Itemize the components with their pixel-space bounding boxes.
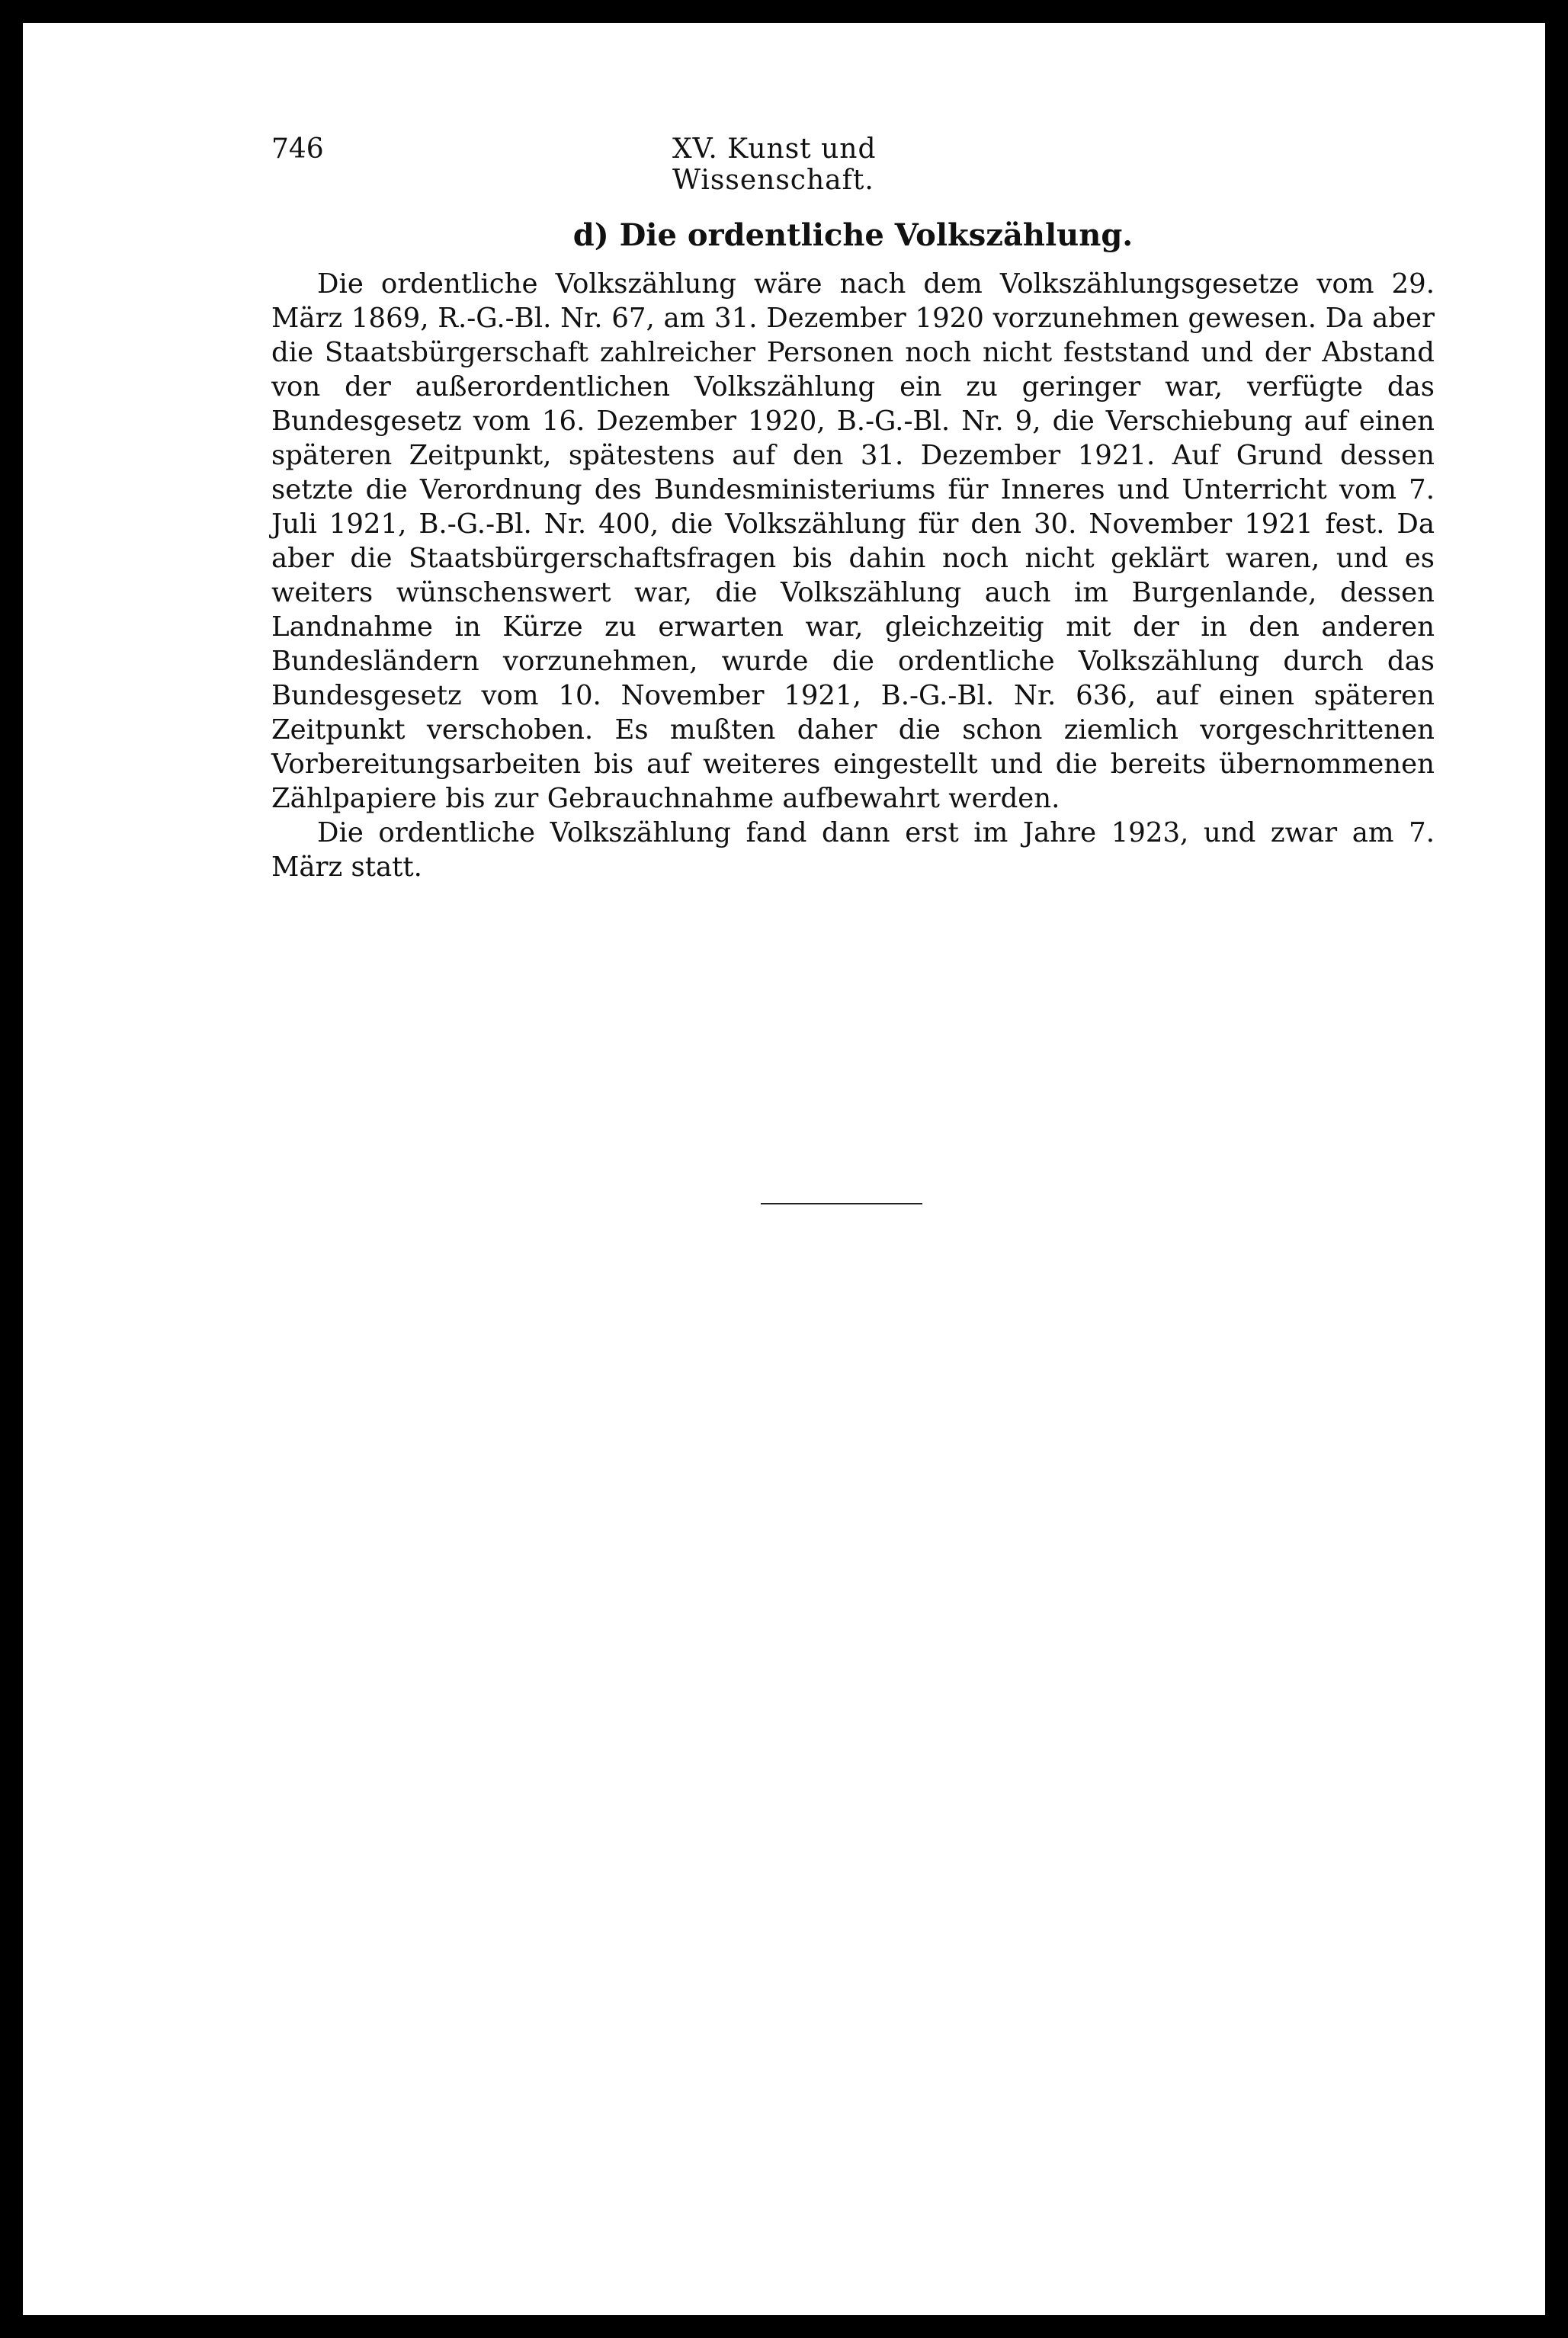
closing-rule [761,1203,922,1204]
document-page [23,23,1545,2315]
body-text [271,267,1435,884]
paragraph: Die ordentliche Volkszählung fand dann erst im Jahre 1923, und zwar am 7. März statt. [271,817,1435,883]
section-heading: d) Die ordentliche Volkszählung. [572,217,1134,253]
page-header [271,133,1060,196]
page-number: 746 [271,133,324,165]
paragraph: Die ordentliche Volkszählung wäre nach dem Volkszählungsgesetze vom 29. März 1869, R.-G.-Bl. Nr. 67, am 31. Dezember 1920 vorzunehmen gewesen. Da aber die Staatsbürgerschaft zahlreicher Personen noch nicht feststand und der Abstand von der außerordentlichen Volkszählung ein zu geringer war, verfügte das Bundesgesetz vom 16. Dezember 1920, B.-G.-Bl. Nr. 9, die Verschiebung auf einen späteren Zeitpunkt, spätestens auf den 31. Dezember 1921. Auf Grund dessen setzte die Verordnung des Bundesministeriums für Inneres und Unterricht vom 7. Juli 1921, B.-G.-Bl. Nr. 400, die Volkszählung für den 30. November 1921 fest. Da aber die Staatsbürgerschaftsfragen bis dahin noch nicht geklärt waren, und es weiters wünschenswert war, die Volkszählung auch im Burgenlande, dessen Landnahme in Kürze zu erwarten war, gleichzeitig mit der in den anderen Bundesländern vorzunehmen, wurde die ordentliche Volkszählung durch das Bundesgesetz vom 10. November 1921, B.-G.-Bl. Nr. 636, auf einen späteren Zeitpunkt verschoben. Es mußten daher die schon ziemlich vorgeschrittenen Vorbereitungsarbeiten bis auf weiteres eingestellt und die bereits übernommenen Zählpapiere bis zur Gebrauchnahme aufbewahrt werden. [271,268,1435,814]
running-title: XV. Kunst und Wissenschaft. [672,133,877,196]
